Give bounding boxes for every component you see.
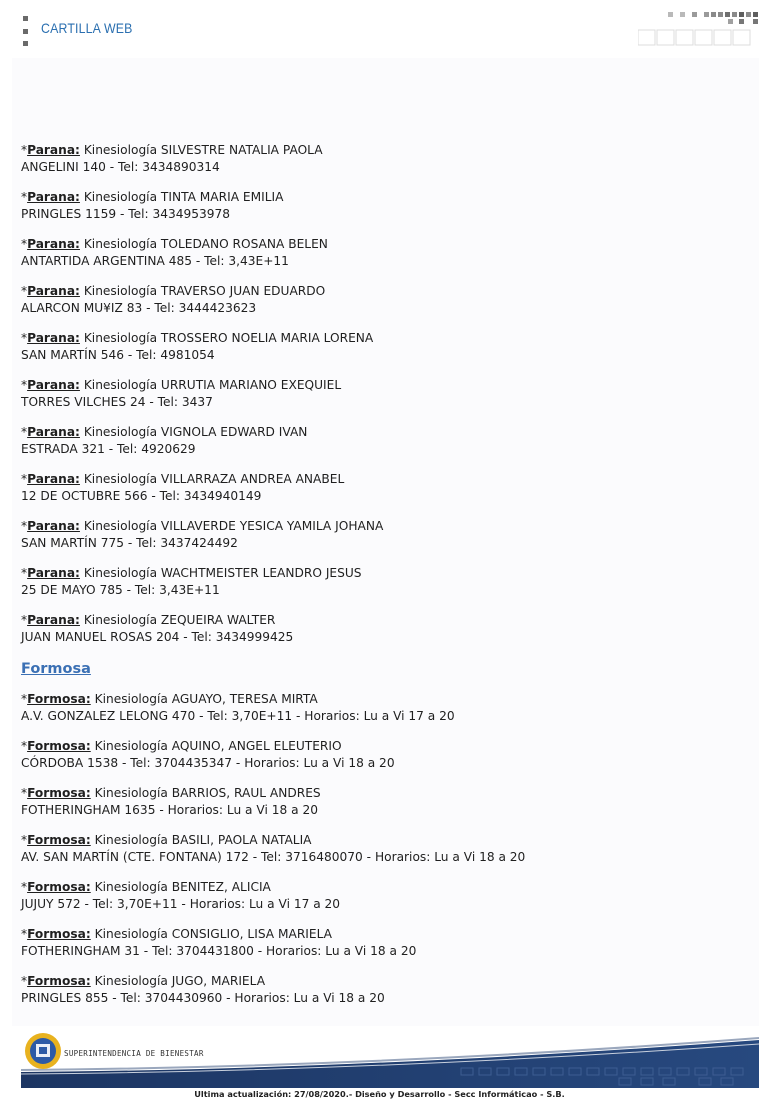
provider-address: ANTARTIDA ARGENTINA 485 - Tel: 3,43E+11: [21, 254, 289, 268]
city-link[interactable]: Parana:: [27, 472, 80, 486]
list-item: [21, 832, 741, 866]
entry-heading: *Parana: Kinesiología WACHTMEISTER LEANDRO JESUS: [21, 566, 362, 580]
city-link[interactable]: Parana:: [27, 425, 80, 439]
seal-logo-icon: [24, 1032, 62, 1070]
entry-heading: *Formosa: Kinesiología BASILI, PAOLA NATALIA: [21, 833, 312, 847]
city-link[interactable]: Formosa:: [27, 880, 91, 894]
list-item: [21, 377, 741, 411]
entry-heading: *Formosa: Kinesiología JUGO, MARIELA: [21, 974, 266, 988]
list-item: [21, 330, 741, 364]
list-item: [21, 973, 741, 1007]
entry-heading: *Parana: Kinesiología TROSSERO NOELIA MARIA LORENA: [21, 331, 374, 345]
provider-address: TORRES VILCHES 24 - Tel: 3437: [21, 395, 213, 409]
formosa-list: [21, 691, 741, 1007]
list-item: [21, 691, 741, 725]
provider-address: PRINGLES 855 - Tel: 3704430960 - Horarios: Lu a Vi 18 a 20: [21, 991, 385, 1005]
entry-heading: *Formosa: Kinesiología CONSIGLIO, LISA MARIELA: [21, 927, 333, 941]
entry-heading: *Parana: Kinesiología TRAVERSO JUAN EDUARDO: [21, 284, 326, 298]
city-link[interactable]: Formosa:: [27, 833, 91, 847]
city-link[interactable]: Formosa:: [27, 974, 91, 988]
city-link[interactable]: Parana:: [27, 613, 80, 627]
list-item: [21, 142, 741, 176]
list-item: [21, 785, 741, 819]
city-link[interactable]: Formosa:: [27, 786, 91, 800]
footer-wave-graphic: [21, 1030, 759, 1088]
footer-banner: [21, 1030, 759, 1088]
provider-address: AV. SAN MARTÍN (CTE. FONTANA) 172 - Tel: 3716480070 - Horarios: Lu a Vi 18 a 20: [21, 850, 526, 864]
provider-listing: [21, 142, 741, 1020]
provider-name: Kinesiología TOLEDANO ROSANA BELEN: [83, 237, 328, 251]
provider-name: Kinesiología SILVESTRE NATALIA PAOLA: [83, 143, 323, 157]
entry-heading: *Formosa: Kinesiología AGUAYO, TERESA MIRTA: [21, 692, 318, 706]
provider-address: CÓRDOBA 1538 - Tel: 3704435347 - Horarios: Lu a Vi 18 a 20: [21, 756, 395, 770]
list-item: [21, 283, 741, 317]
provider-address: ANGELINI 140 - Tel: 3434890314: [21, 160, 220, 174]
provider-address: 25 DE MAYO 785 - Tel: 3,43E+11: [21, 583, 220, 597]
decorative-grid-icon: [638, 12, 759, 46]
provider-address: FOTHERINGHAM 1635 - Horarios: Lu a Vi 18 a 20: [21, 803, 318, 817]
list-item: [21, 518, 741, 552]
entry-heading: *Parana: Kinesiología VILLARRAZA ANDREA ANABEL: [21, 472, 345, 486]
city-link[interactable]: Parana:: [27, 284, 80, 298]
entry-heading: *Formosa: Kinesiología AQUINO, ANGEL ELEUTERIO: [21, 739, 342, 753]
list-item: [21, 926, 741, 960]
provider-name: Kinesiología VILLARRAZA ANDREA ANABEL: [83, 472, 345, 486]
organization-label: SUPERINTENDENCIA DE BIENESTAR: [64, 1049, 204, 1058]
city-link[interactable]: Parana:: [27, 378, 80, 392]
city-link[interactable]: Parana:: [27, 331, 80, 345]
city-link[interactable]: Formosa:: [27, 692, 91, 706]
provider-name: Kinesiología VIGNOLA EDWARD IVAN: [83, 425, 308, 439]
provider-address: A.V. GONZALEZ LELONG 470 - Tel: 3,70E+11 - Horarios: Lu a Vi 17 a 20: [21, 709, 455, 723]
provider-address: ESTRADA 321 - Tel: 4920629: [21, 442, 196, 456]
entry-heading: *Parana: Kinesiología VILLAVERDE YESICA YAMILA JOHANA: [21, 519, 384, 533]
provider-name: Kinesiología TROSSERO NOELIA MARIA LORENA: [83, 331, 374, 345]
provider-address: PRINGLES 1159 - Tel: 3434953978: [21, 207, 231, 221]
app-title: CARTILLA WEB: [41, 20, 133, 36]
provider-address: JUAN MANUEL ROSAS 204 - Tel: 3434999425: [21, 630, 294, 644]
city-link[interactable]: Formosa:: [27, 739, 91, 753]
provider-address: JUJUY 572 - Tel: 3,70E+11 - Horarios: Lu a Vi 17 a 20: [21, 897, 341, 911]
provider-name: Kinesiología URRUTIA MARIANO EXEQUIEL: [83, 378, 342, 392]
city-link[interactable]: Parana:: [27, 190, 80, 204]
entry-heading: *Parana: Kinesiología VIGNOLA EDWARD IVAN: [21, 425, 308, 439]
provider-name: Kinesiología TRAVERSO JUAN EDUARDO: [83, 284, 326, 298]
city-link[interactable]: Parana:: [27, 566, 80, 580]
city-link[interactable]: Parana:: [27, 237, 80, 251]
provider-name: Kinesiología BARRIOS, RAUL ANDRES: [94, 786, 321, 800]
entry-heading: *Parana: Kinesiología ZEQUEIRA WALTER: [21, 613, 276, 627]
city-link[interactable]: Parana:: [27, 519, 80, 533]
section-title-formosa[interactable]: Formosa: [21, 661, 91, 677]
list-item: [21, 738, 741, 772]
list-item: [21, 424, 741, 458]
list-item: [21, 236, 741, 270]
provider-address: SAN MARTÍN 775 - Tel: 3437424492: [21, 536, 238, 550]
entry-heading: *Formosa: Kinesiología BENITEZ, ALICIA: [21, 880, 271, 894]
provider-address: SAN MARTÍN 546 - Tel: 4981054: [21, 348, 215, 362]
list-item: [21, 879, 741, 913]
city-link[interactable]: Formosa:: [27, 927, 91, 941]
entry-heading: *Formosa: Kinesiología BARRIOS, RAUL ANDRES: [21, 786, 321, 800]
entry-heading: *Parana: Kinesiología TOLEDANO ROSANA BELEN: [21, 237, 328, 251]
provider-name: Kinesiología JUGO, MARIELA: [94, 974, 266, 988]
provider-name: Kinesiología BENITEZ, ALICIA: [94, 880, 271, 894]
provider-name: Kinesiología TINTA MARIA EMILIA: [83, 190, 284, 204]
provider-address: ALARCON MU¥IZ 83 - Tel: 3444423623: [21, 301, 257, 315]
last-updated-text: Ultima actualización: 27/08/2020.- Diseño y Desarrollo - Secc Informáticao - S.B.: [194, 1089, 565, 1099]
entry-heading: *Parana: Kinesiología SILVESTRE NATALIA PAOLA: [21, 143, 323, 157]
entry-heading: *Parana: Kinesiología URRUTIA MARIANO EXEQUIEL: [21, 378, 342, 392]
header-bars-icon: [23, 16, 28, 46]
parana-list: [21, 142, 741, 646]
list-item: [21, 471, 741, 505]
provider-name: Kinesiología WACHTMEISTER LEANDRO JESUS: [83, 566, 362, 580]
city-link[interactable]: Parana:: [27, 143, 80, 157]
provider-name: Kinesiología AQUINO, ANGEL ELEUTERIO: [94, 739, 342, 753]
provider-name: Kinesiología VILLAVERDE YESICA YAMILA JOHANA: [83, 519, 384, 533]
provider-name: Kinesiología ZEQUEIRA WALTER: [83, 613, 276, 627]
entry-heading: *Parana: Kinesiología TINTA MARIA EMILIA: [21, 190, 284, 204]
provider-name: Kinesiología CONSIGLIO, LISA MARIELA: [94, 927, 333, 941]
list-item: [21, 612, 741, 646]
provider-name: Kinesiología AGUAYO, TERESA MIRTA: [94, 692, 318, 706]
list-item: [21, 565, 741, 599]
provider-address: 12 DE OCTUBRE 566 - Tel: 3434940149: [21, 489, 262, 503]
list-item: [21, 189, 741, 223]
provider-name: Kinesiología BASILI, PAOLA NATALIA: [94, 833, 312, 847]
provider-address: FOTHERINGHAM 31 - Tel: 3704431800 - Horarios: Lu a Vi 18 a 20: [21, 944, 417, 958]
